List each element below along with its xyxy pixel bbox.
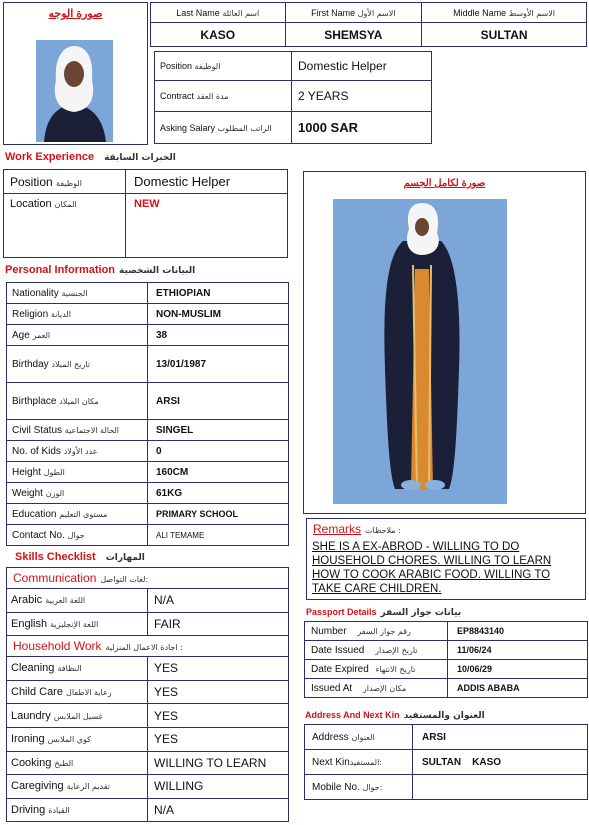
- table-row: Laundry غسيل الملابس YES: [7, 704, 289, 728]
- position-value: Domestic Helper: [292, 52, 432, 81]
- personal-info-table: [6, 282, 289, 546]
- experience-location-value: NEW: [126, 194, 288, 258]
- passport-title: Passport Details بيانات جواز السفر: [306, 607, 462, 618]
- skills-table: [6, 567, 289, 822]
- position-label: Position الوظيفة: [155, 52, 292, 81]
- table-row: Driving القيادة N/A: [7, 798, 289, 822]
- communication-row: Communication لغات التواصل:: [7, 568, 289, 589]
- middle-name-header: Middle Name الاسم الأوسط: [422, 3, 587, 23]
- passport-table: [304, 621, 588, 698]
- table-row: Nationality الجنسية ETHIOPIAN: [7, 283, 289, 304]
- table-row: Date Issued تاريخ الإصدار 11/06/24: [305, 641, 588, 660]
- table-row: Arabic اللغة العربية N/A: [7, 589, 289, 613]
- skills-title: Skills Checklist المهارات: [15, 551, 145, 563]
- job-table: [154, 51, 432, 144]
- face-photo-caption: صورة الوجه: [48, 8, 103, 20]
- table-row: Address العنوان ARSI: [305, 725, 588, 750]
- table-row: Height الطول 160CM: [7, 462, 289, 483]
- address-title: Address And Next Kin العنوان والمستفيد: [305, 710, 485, 721]
- salary-value: 1000 SAR: [292, 112, 432, 144]
- experience-location-label: Location المكان: [4, 194, 126, 258]
- table-row: Age العمر 38: [7, 325, 289, 346]
- remarks-text: SHE IS A EX-ABROD - WILLING TO DO HOUSEHOLD CHORES. WILLING TO LEARN HOW TO COOK ARABIC FOOD. WILLING TO TAKE CARE CHILDREN.: [312, 541, 552, 595]
- table-row: Education مستوى التعليم PRIMARY SCHOOL: [7, 504, 289, 525]
- first-name-value: SHEMSYA: [285, 23, 422, 47]
- table-row: Caregiving تقديم الرعاية WILLING: [7, 775, 289, 799]
- table-row: Weight الوزن 61KG: [7, 483, 289, 504]
- remarks-title: Remarks ملاحظات :: [313, 522, 401, 536]
- table-row: English اللغة الإنجليزية FAIR: [7, 612, 289, 636]
- table-row: Child Care رعاية الاطفال YES: [7, 680, 289, 704]
- table-row: Civil Status الحالة الاجتماعية SINGEL: [7, 420, 289, 441]
- table-row: Number رقم جواز السفر EP8843140: [305, 622, 588, 641]
- table-row: Cleaning النظافة YES: [7, 657, 289, 681]
- body-photo-box: [303, 171, 586, 514]
- work-experience-table: [3, 169, 288, 258]
- table-row: Issued At مكان الإصدار ADDIS ABABA: [305, 679, 588, 698]
- middle-name-value: SULTAN: [422, 23, 587, 47]
- table-row: Birthplace مكان الميلاد ARSI: [7, 383, 289, 420]
- body-photo-caption: صورة لكامل الجسم: [403, 178, 486, 189]
- last-name-value: KASO: [151, 23, 286, 47]
- table-row: Religion الديانة NON-MUSLIM: [7, 304, 289, 325]
- first-name-header: First Name الاسم الأول: [285, 3, 422, 23]
- work-experience-title: Work Experience الخبرات السابقة: [5, 151, 176, 163]
- remarks-box: [306, 518, 586, 600]
- contract-label: Contract مدة العقد: [155, 81, 292, 112]
- salary-label: Asking Salary الراتب المطلوب: [155, 112, 292, 144]
- address-table: [304, 724, 588, 800]
- table-row: Next Kinالمستفيد: SULTAN KASO: [305, 750, 588, 775]
- table-row: Birthday تاريخ الميلاد 13/01/1987: [7, 346, 289, 383]
- table-row: Ironing كوي الملابس YES: [7, 727, 289, 751]
- experience-position-value: Domestic Helper: [126, 170, 288, 194]
- face-photo: [36, 40, 113, 142]
- household-row: Household Work اجادة الاعمال المنزلية :: [7, 636, 289, 657]
- table-row: Mobile No. جوال:: [305, 775, 588, 800]
- personal-info-title: Personal Information البيانات الشخصية: [5, 264, 196, 276]
- face-photo-box: [3, 2, 148, 145]
- table-row: No. of Kids عدد الأولاد 0: [7, 441, 289, 462]
- table-row: Date Expired تاريخ الانتهاء 10/06/29: [305, 660, 588, 679]
- body-photo: [333, 199, 507, 504]
- experience-position-label: Position الوظيفة: [4, 170, 126, 194]
- table-row: Cooking الطبخ WILLING TO LEARN: [7, 751, 289, 775]
- name-table: [150, 2, 587, 47]
- last-name-header: Last Name اسم العائلة: [151, 3, 286, 23]
- table-row: Contact No. جوال ALI TEMAME: [7, 525, 289, 546]
- contract-value: 2 YEARS: [292, 81, 432, 112]
